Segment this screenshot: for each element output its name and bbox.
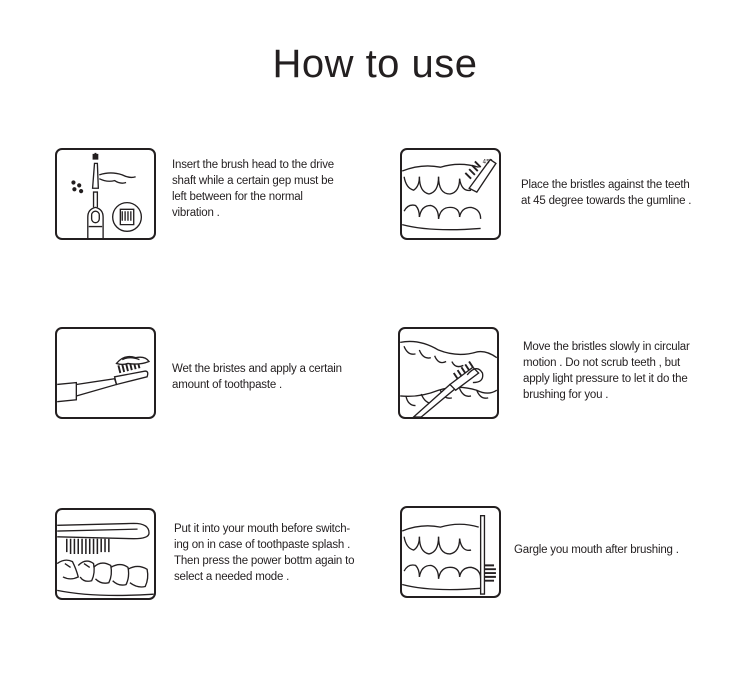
step-text: Move the bristles slowly in circular motion . Do not scrub teeth , but apply light pressure to let it do the brushing for you .: [523, 341, 690, 401]
step-text: Insert the brush head to the drive shaft while a certain gep must be left between for the normal vibration .: [172, 159, 334, 219]
page-title: How to use: [272, 42, 478, 86]
step-text: Put it into your mouth before switch- ing on in case of toothpaste splash . Then press the power bottm again to select a needed mode .: [174, 523, 355, 583]
step-text: Place the bristles against the teeth at 45 degree towards the gumline .: [521, 179, 692, 207]
bristles-45-degree-icon: [400, 148, 501, 240]
svg-text:45°: 45°: [482, 159, 493, 166]
step-text: Wet the bristes and apply a certain amount of toothpaste .: [172, 363, 342, 391]
circular-motion-icon: [398, 327, 499, 419]
insert-brush-head-icon: [55, 148, 156, 240]
step-text: Gargle you mouth after brushing .: [514, 544, 679, 556]
brush-in-mouth-icon: [55, 508, 156, 600]
gargle-icon: [400, 506, 501, 598]
apply-toothpaste-icon: [55, 327, 156, 419]
